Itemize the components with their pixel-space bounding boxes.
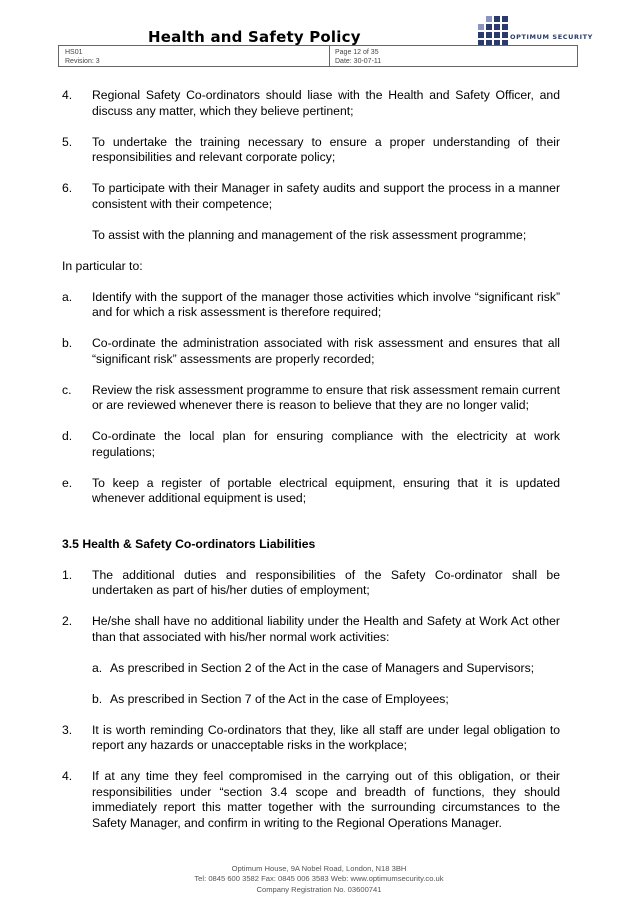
- item-number: 3.: [62, 722, 73, 737]
- list-item: [62, 723, 560, 754]
- item-text: If at any time they feel compromised in the carrying out of this obligation, or their responsibilities under “section 3.4 scope and breadth of functions, they should immediately report this matter together with the surrounding circumstances to the Safety Manager, and confirm in writing to the Regional Operations Manager.: [92, 769, 560, 830]
- page-number: Page 12 of 35: [335, 49, 379, 56]
- item-text: As prescribed in Section 7 of the Act in the case of Employees;: [110, 691, 449, 706]
- item-text: He/she shall have no additional liability under the Health and Safety at Work Act other than that associated with his/her normal work activities:: [92, 614, 560, 644]
- item-text: Identify with the support of the manager those activities which involve “significant risk” and for which a risk assessment is therefore required;: [92, 289, 560, 319]
- sub-list-item: [62, 692, 560, 708]
- item-number: 6.: [62, 181, 73, 195]
- list-item: [62, 336, 560, 367]
- item-letter: b.: [92, 691, 103, 706]
- item-text: Regional Safety Co-ordinators should liase with the Health and Safety Officer, and discuss any matter, which they believe pertinent;: [92, 88, 560, 118]
- list-item: [62, 769, 560, 831]
- lead-text: In particular to:: [62, 258, 143, 273]
- item-text: As prescribed in Section 2 of the Act in the case of Managers and Supervisors;: [110, 660, 535, 675]
- document-title: Health and Safety Policy: [148, 28, 361, 46]
- indented-paragraph: To assist with the planning and management of the risk assessment programme;: [92, 227, 527, 242]
- item-number: 5.: [62, 134, 73, 149]
- footer-contact: Tel: 0845 600 3582 Fax: 0845 006 3583 Web: www.optimumsecurity.co.uk: [194, 874, 444, 884]
- item-text: Review the risk assessment programme to ensure that risk assessment remain current or are reviewed whenever there is reason to believe that they are no longer valid;: [92, 382, 560, 412]
- footer-address: Optimum House, 9A Nobel Road, London, N18 3BH: [231, 864, 407, 873]
- item-text: To keep a register of portable electrical equipment, ensuring that it is updated whenever additional equipment is used;: [92, 475, 560, 505]
- item-letter: c.: [62, 382, 72, 397]
- list-item: [62, 614, 560, 645]
- list-item: [62, 383, 560, 414]
- item-letter: e.: [62, 475, 73, 490]
- list-item: [62, 476, 560, 507]
- page-footer: [0, 864, 638, 895]
- item-number: 1.: [62, 567, 73, 582]
- doc-date: Date: 30-07-11: [335, 58, 382, 65]
- sub-list-item: [62, 661, 560, 677]
- item-text: Co-ordinate the local plan for ensuring compliance with the electricity at work regulations;: [92, 429, 560, 459]
- footer-registration: Company Registration No. 03600741: [256, 884, 382, 894]
- item-text: It is worth reminding Co-ordinators that they, like all staff are under legal obligation to report any hazards or unacceptable risks in the workplace;: [92, 722, 560, 752]
- list-item: [62, 568, 560, 599]
- list-item: [62, 88, 560, 119]
- list-item: [62, 181, 560, 212]
- meta-divider: [329, 46, 330, 66]
- item-number: 4.: [62, 88, 73, 102]
- section-heading: 3.5 Health & Safety Co-ordinators Liabilities: [62, 536, 316, 551]
- revision: Revision: 3: [65, 58, 100, 65]
- logo-text: OPTIMUM SECURITY: [510, 33, 593, 41]
- item-number: 4.: [62, 769, 73, 783]
- item-text: The additional duties and responsibilities of the Safety Co-ordinator shall be undertaken as part of his/her duties of employment;: [92, 567, 560, 597]
- item-letter: b.: [62, 336, 73, 350]
- list-item: [62, 290, 560, 321]
- item-letter: d.: [62, 429, 73, 443]
- list-item: [62, 135, 560, 166]
- doc-id: HS01: [65, 49, 83, 56]
- list-item: [62, 429, 560, 460]
- document-body: [62, 88, 560, 847]
- item-letter: a.: [92, 660, 103, 675]
- item-text: To undertake the training necessary to ensure a proper understanding of their responsibilities and relevant corporate policy;: [92, 134, 560, 164]
- item-number: 2.: [62, 614, 73, 628]
- item-letter: a.: [62, 289, 73, 304]
- document-meta-box: [58, 45, 578, 67]
- item-text: To participate with their Manager in safety audits and support the process in a manner consistent with their competence;: [92, 181, 560, 211]
- item-text: Co-ordinate the administration associated with risk assessment and ensures that all “significant risk” assessments are properly recorded;: [92, 336, 560, 366]
